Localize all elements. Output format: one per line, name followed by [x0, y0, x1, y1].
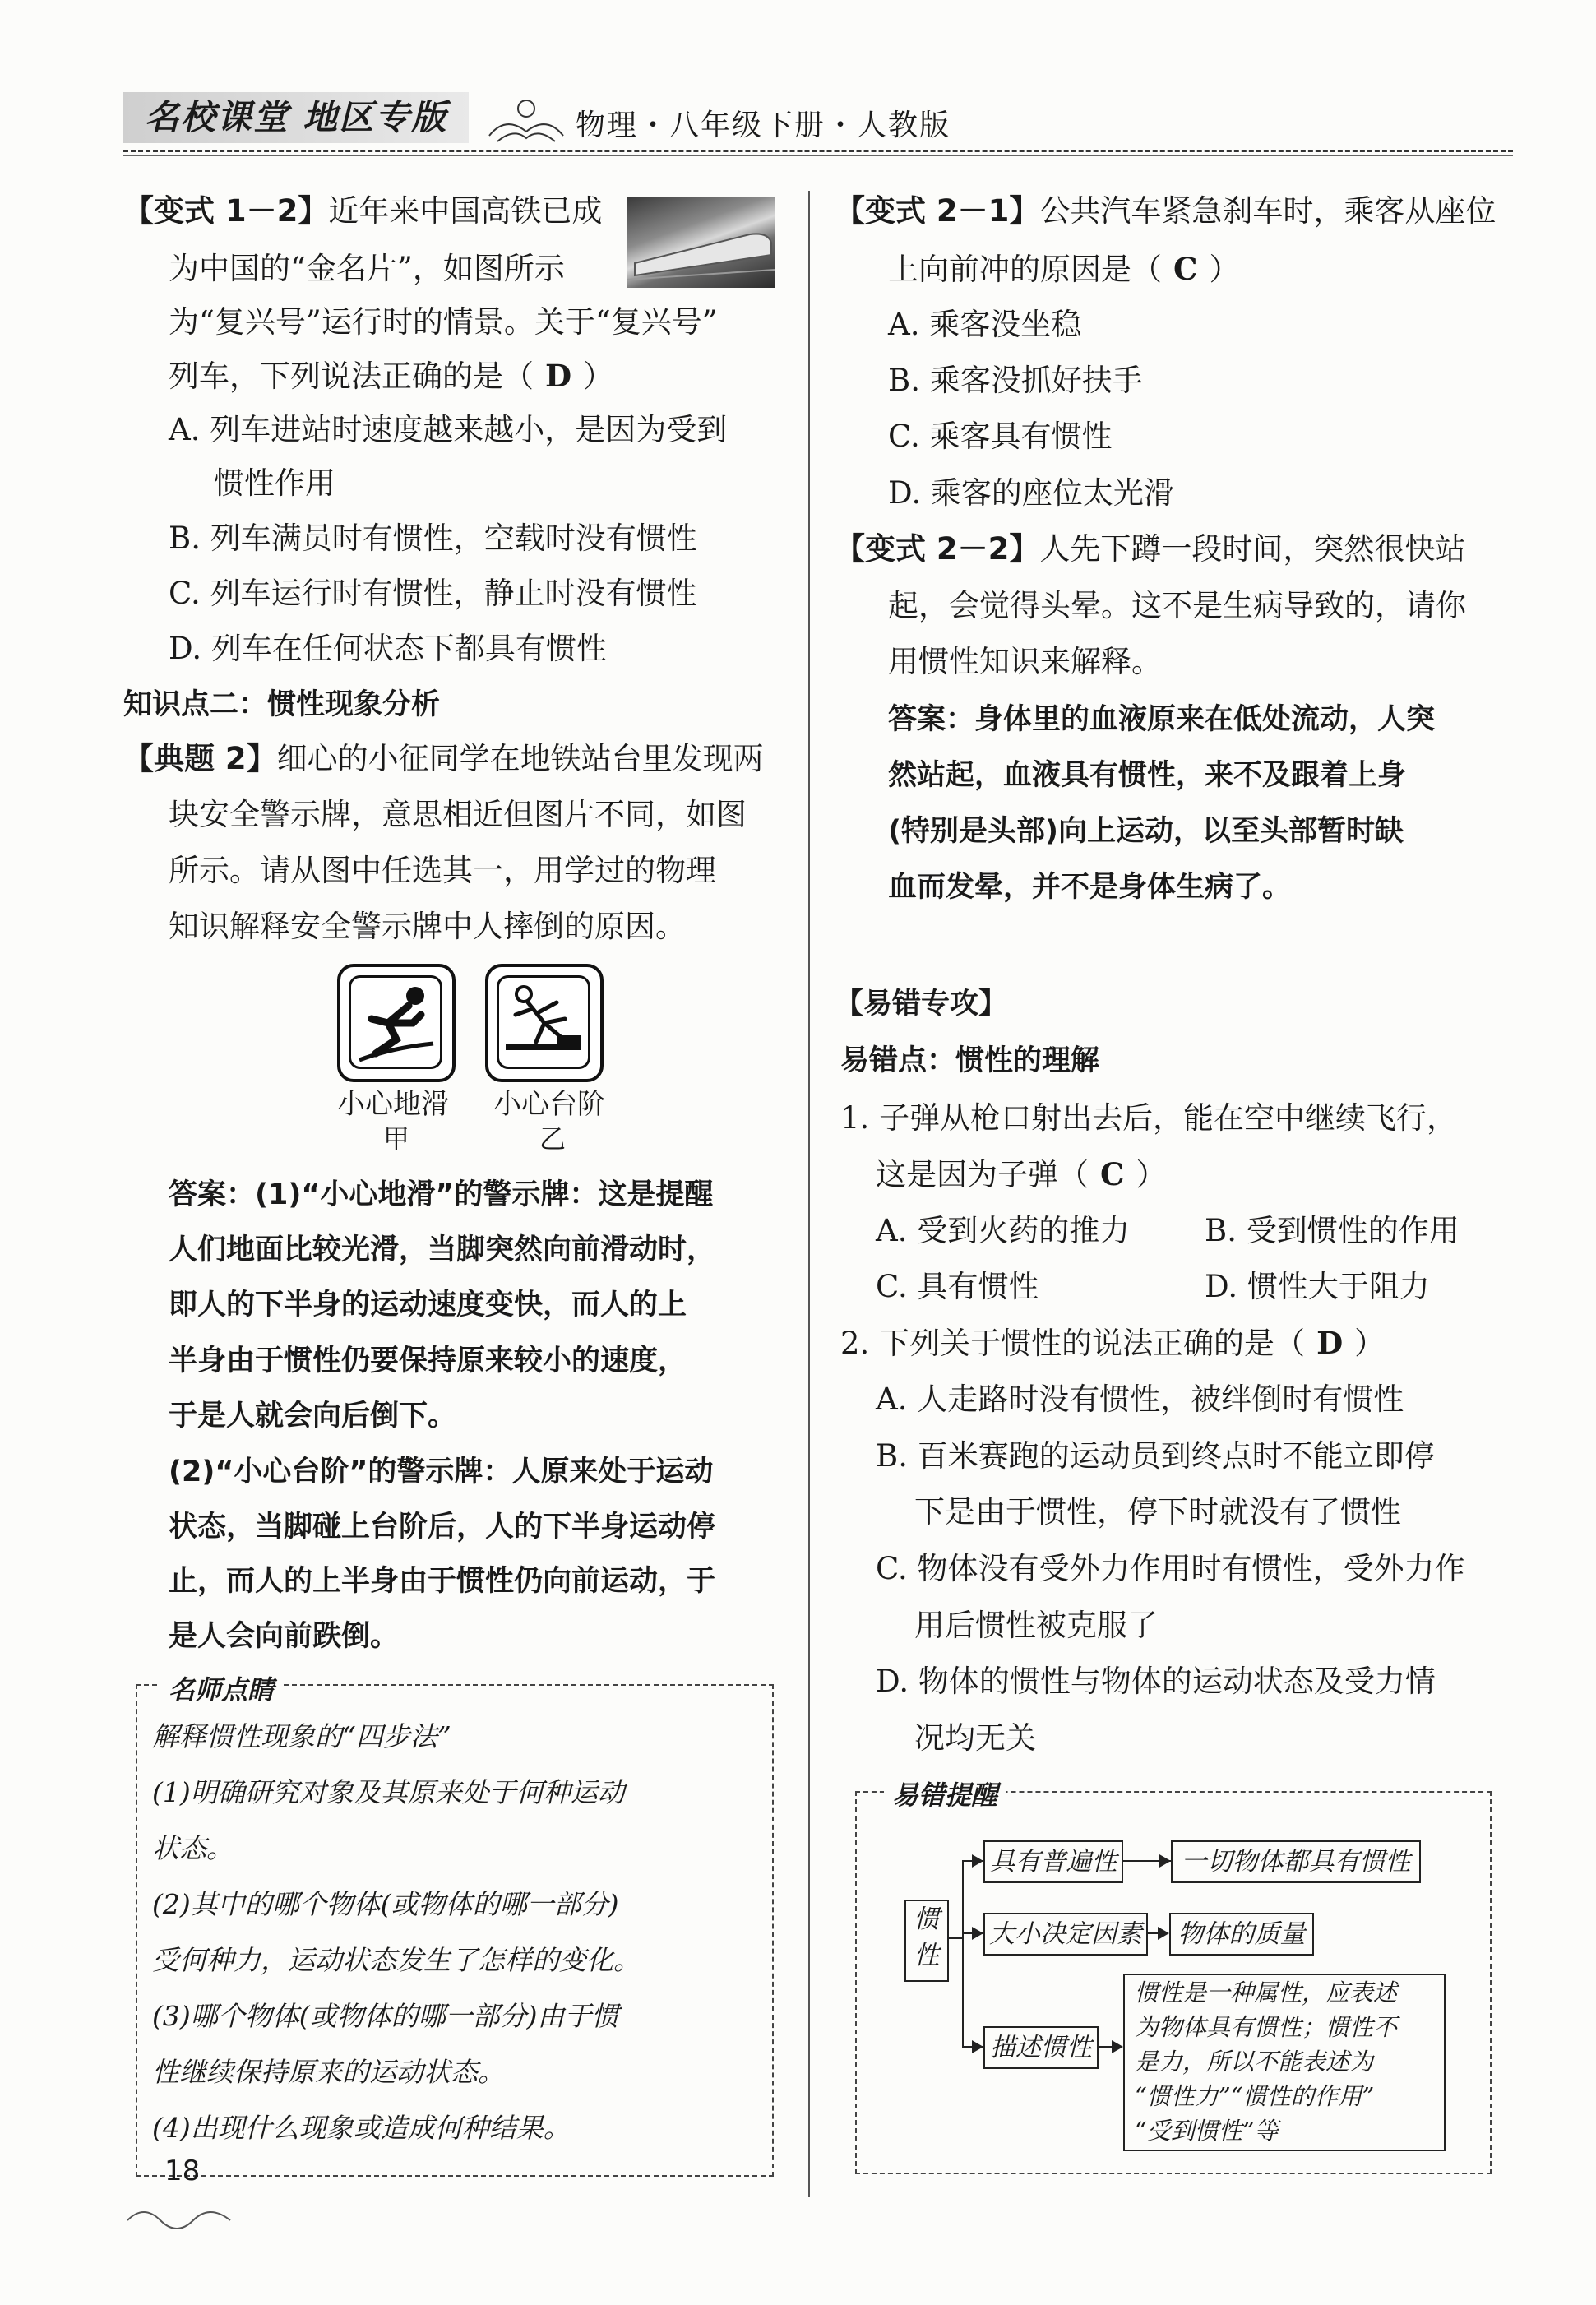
variant-2-2-line1: 【变式 2－2】人先下蹲一段时间，突然很快站 [835, 531, 1466, 567]
option-d: D. 惯性大于阻力 [1205, 1269, 1430, 1304]
answer-line: 答案：(1)“小心地滑”的警示牌：这是提醒 [169, 1178, 714, 1211]
answer-mark: D [1316, 1325, 1344, 1361]
option-c: C. 物体没有受外力作用时有惯性，受外力作 [876, 1551, 1465, 1586]
answer-line: 于是人就会向后倒下。 [169, 1400, 457, 1433]
option-d: D. 物体的惯性与物体的运动状态及受力情 [876, 1664, 1436, 1699]
variant-1-2-line3: 为“复兴号”运行时的情景。关于“复兴号” [169, 304, 718, 340]
option-a: A. 人走路时没有惯性，被绊倒时有惯性 [876, 1382, 1404, 1417]
variant-1-2-line2: 为中国的“金名片”，如图所示 [169, 251, 565, 286]
question-1-line2: 这是因为子弹（ C ） [876, 1156, 1167, 1192]
answer-line: 止，而人的上半身由于惯性仍向前运动，于 [169, 1565, 716, 1598]
example-2-line2: 块安全警示牌，意思相近但图片不同，如图 [169, 797, 747, 832]
option-a-cont: 惯性作用 [214, 465, 335, 501]
option-c: C. 具有惯性 [876, 1269, 1039, 1304]
variant-2-2-line3: 用惯性知识来解释。 [888, 644, 1162, 679]
option-d: D. 乘客的座位太光滑 [888, 475, 1174, 511]
variant-2-1-line1: 【变式 2－1】公共汽车紧急刹车时，乘客从座位 [835, 193, 1497, 229]
variant-2-1-line2: 上向前冲的原因是（ C ） [888, 251, 1240, 287]
tip-line: 状态。 [152, 1832, 234, 1864]
option-b: B. 百米赛跑的运动员到终点时不能立即停 [876, 1438, 1435, 1474]
train-photo [627, 197, 775, 288]
answer-line: 然站起，血液具有惯性，来不及跟着上身 [888, 759, 1407, 792]
subject-title: 物理・八年级下册・人教版 [576, 109, 951, 142]
answer-line: 是人会向前跌倒。 [169, 1620, 400, 1653]
arrow-icon [1112, 2040, 1123, 2053]
variant-1-2-line4: 列车，下列说法正确的是（ D ） [169, 358, 614, 394]
result-universality: 一切物体都具有惯性 [1171, 1840, 1421, 1883]
knowledge-point-2: 知识点二：惯性现象分析 [123, 688, 441, 721]
arrow-icon [972, 1927, 983, 1940]
header-divider [123, 150, 1513, 152]
tip-line: 受何种力，运动状态发生了怎样的变化。 [152, 1944, 641, 1976]
error-reminder-title: 易错提醒 [884, 1775, 1006, 1812]
sign2-sub: 乙 [539, 1123, 567, 1155]
tip-line: (1)明确研究对象及其原来处于何种运动 [152, 1776, 625, 1808]
branch-magnitude: 大小决定因素 [983, 1913, 1148, 1956]
example-2-line4: 知识解释安全警示牌中人摔倒的原因。 [169, 909, 686, 944]
result-describe: 惯性是一种属性，应表述 为物体具有惯性；惯性不 是力，所以不能表述为 “惯性力”“惯性的作用” “受到惯性”等 [1123, 1974, 1446, 2151]
teacher-tip-box [136, 1684, 774, 2177]
ornament-icon [485, 90, 567, 148]
common-errors-point: 易错点：惯性的理解 [840, 1044, 1100, 1077]
result-mass: 物体的质量 [1169, 1913, 1314, 1956]
branch-universality: 具有普遍性 [983, 1840, 1123, 1883]
connector [962, 1860, 964, 2048]
tripping-person-icon [499, 978, 588, 1067]
answer-line: 答案：身体里的血液原来在低处流动，人突 [888, 703, 1436, 736]
option-a: A. 乘客没坐稳 [888, 307, 1082, 342]
option-b: B. 乘客没抓好扶手 [888, 363, 1143, 398]
footer-ornament-icon [123, 2204, 238, 2237]
sign1-sub: 甲 [383, 1123, 410, 1155]
answer-line: (特别是头部)向上运动，以至头部暂时缺 [888, 815, 1404, 848]
common-errors-title: 【易错专攻】 [835, 988, 1008, 1021]
option-c-cont: 用后惯性被克服了 [914, 1608, 1158, 1643]
option-c: C. 列车运行时有惯性，静止时没有惯性 [169, 576, 697, 611]
option-c: C. 乘客具有惯性 [888, 419, 1113, 454]
answer-line: 人们地面比较光滑，当脚突然向前滑动时， [169, 1233, 716, 1266]
connector [947, 1937, 964, 1939]
brand-title: 名校课堂 地区专版 [123, 92, 469, 143]
option-a: A. 列车进站时速度越来越小，是因为受到 [169, 412, 728, 447]
page-number: 18 [164, 2155, 201, 2187]
option-b: B. 受到惯性的作用 [1205, 1213, 1460, 1248]
answer-mark: C [1100, 1156, 1125, 1192]
option-b: B. 列车满员时有惯性，空载时没有惯性 [169, 521, 697, 556]
option-a: A. 受到火药的推力 [876, 1213, 1131, 1248]
sign2-label: 小心台阶 [493, 1088, 605, 1121]
variant-2-2-line2: 起，会觉得头晕。这不是生病导致的，请你 [888, 588, 1466, 623]
slipping-person-icon [351, 978, 440, 1067]
arrow-icon [1158, 1927, 1169, 1940]
answer-line: 即人的下半身的运动速度变快，而人的上 [169, 1289, 687, 1321]
answer-mark: C [1173, 251, 1198, 287]
example-2-line3: 所示。请从图中任选其一，用学过的物理 [169, 853, 716, 888]
tip-line: (2)其中的哪个物体(或物体的哪一部分) [152, 1888, 619, 1920]
train-icon [627, 197, 775, 288]
tip-line: (3)哪个物体(或物体的哪一部分)由于惯 [152, 2000, 619, 2032]
inertia-root-box: 惯 性 [904, 1900, 949, 1982]
option-b-cont: 下是由于惯性，停下时就没有了惯性 [914, 1494, 1401, 1530]
option-d-cont: 况均无关 [914, 1720, 1036, 1756]
arrow-icon [1159, 1854, 1171, 1868]
column-divider [808, 191, 810, 2197]
answer-line: 血而发晕，并不是身体生病了。 [888, 871, 1292, 904]
page-header [0, 0, 1596, 164]
arrow-icon [972, 1854, 983, 1868]
slippery-floor-sign [337, 964, 456, 1082]
branch-describe: 描述惯性 [983, 2026, 1099, 2069]
header-rule [123, 155, 1513, 156]
answer-line: 半身由于惯性仍要保持原来较小的速度， [169, 1345, 687, 1377]
example-2-line1: 【典题 2】细心的小征同学在地铁站台里发现两 [123, 741, 764, 776]
question-2-line1: 2. 下列关于惯性的说法正确的是（ D ） [840, 1325, 1386, 1361]
tip-line: 解释惯性现象的“四步法” [152, 1720, 451, 1752]
sign1-label: 小心地滑 [337, 1088, 449, 1121]
question-1-line1: 1. 子弹从枪口射出去后，能在空中继续飞行， [840, 1100, 1458, 1136]
tip-line: 性继续保持原来的运动状态。 [152, 2056, 505, 2088]
answer-line: 状态，当脚碰上台阶后，人的下半身运动停 [169, 1511, 716, 1544]
option-d: D. 列车在任何状态下都具有惯性 [169, 631, 607, 666]
tip-line: (4)出现什么现象或造成何种结果。 [152, 2112, 571, 2144]
answer-line: (2)“小心台阶”的警示牌：人原来处于运动 [169, 1456, 714, 1488]
variant-1-2-line1: 【变式 1－2】近年来中国高铁已成 [123, 193, 603, 229]
step-warning-sign [485, 964, 604, 1082]
teacher-tip-title: 名师点睛 [160, 1669, 282, 1707]
arrow-icon [972, 2040, 983, 2053]
answer-mark: D [545, 358, 572, 394]
